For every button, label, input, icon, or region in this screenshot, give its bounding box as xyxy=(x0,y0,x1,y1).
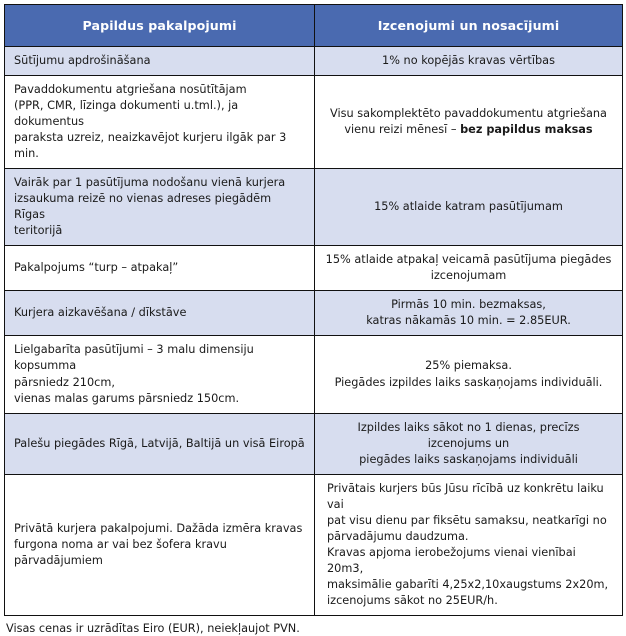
price-cell xyxy=(315,169,623,246)
header-row xyxy=(5,5,623,47)
table-row xyxy=(5,413,623,474)
service-cell xyxy=(5,336,315,413)
service-text-line: Palešu piegādes Rīgā, Latvijā, Baltijā un visā Eiropā xyxy=(14,436,305,450)
service-text-line: paraksta uzreiz, neaizkavējot kurjeru ilgāk par 3 min. xyxy=(14,131,287,161)
price-text-line: piegādes laiks saskaņojams individuāli xyxy=(359,452,578,466)
table-row xyxy=(5,169,623,246)
service-cell xyxy=(5,246,315,291)
price-text-line: Visu sakomplektēto pavaddokumentu atgriešana xyxy=(330,107,607,121)
column-header-services: Papildus pakalpojumi xyxy=(5,5,315,47)
price-text-line: Izpildes laiks sākot no 1 dienas, precīzs izcenojums un xyxy=(357,420,580,450)
price-text-line: 25% piemaksa. xyxy=(425,359,512,373)
service-cell xyxy=(5,474,315,615)
price-text-line: pārvadājumu daudzuma. xyxy=(327,529,469,543)
table-header xyxy=(5,5,623,47)
price-cell xyxy=(315,246,623,291)
price-text-line: vienu reizi mēnesī – bez papildus maksas xyxy=(344,123,593,137)
service-text-line: teritorijā xyxy=(14,224,63,238)
price-text-line: Kravas apjoma ierobežojums vienai vienībai 20m3, xyxy=(327,545,576,575)
service-text-line: Kurjera aizkavēšana / dīkstāve xyxy=(14,306,187,320)
service-text-line: pārsniedz 210cm, xyxy=(14,375,115,389)
table-row xyxy=(5,291,623,336)
service-text-line: (PPR, CMR, līzinga dokumenti u.tml.), ja dokumentus xyxy=(14,99,239,129)
table-row xyxy=(5,47,623,76)
price-cell xyxy=(315,413,623,474)
table-row xyxy=(5,336,623,413)
service-text-line: vienas malas garums pārsniedz 150cm. xyxy=(14,391,240,405)
price-text-line: Pirmās 10 min. bezmaksas, xyxy=(391,298,546,312)
service-cell xyxy=(5,291,315,336)
price-cell xyxy=(315,47,623,76)
price-text-line: Privātais kurjers būs Jūsu rīcībā uz konkrētu laiku vai xyxy=(327,481,604,511)
column-header-prices: Izcenojumi un nosacījumi xyxy=(315,5,623,47)
price-text-line: Piegādes izpildes laiks saskaņojams individuāli. xyxy=(334,375,603,389)
price-text-line: 15% atlaide katram pasūtījumam xyxy=(374,200,563,214)
price-text-line: maksimālie gabarīti 4,25x2,10xaugstums 2x20m, xyxy=(327,577,609,591)
price-text-line: izcenojumam xyxy=(430,269,507,283)
table-body xyxy=(5,47,623,616)
price-text-line: katras nākamās 10 min. = 2.85EUR. xyxy=(366,314,571,328)
additional-services-pricing-table xyxy=(4,4,623,616)
table-row xyxy=(5,474,623,615)
service-text-line: Sūtījumu apdrošināšana xyxy=(14,54,151,67)
service-text-line: Lielgabarīta pasūtījumi – 3 malu dimensiju kopsumma xyxy=(14,343,254,373)
service-text-line: Vairāk par 1 pasūtījuma nodošanu vienā kurjera xyxy=(14,176,286,190)
service-cell xyxy=(5,47,315,76)
service-cell xyxy=(5,413,315,474)
price-emphasis: bez papildus maksas xyxy=(460,123,593,137)
service-text-line: Privātā kurjera pakalpojumi. Dažāda izmēra kravas xyxy=(14,521,303,535)
price-cell xyxy=(315,76,623,169)
table-row xyxy=(5,246,623,291)
price-cell xyxy=(315,474,623,615)
service-cell xyxy=(5,169,315,246)
service-text-line: furgona noma ar vai bez šofera kravu pārvadājumiem xyxy=(14,537,227,567)
price-text-line: 15% atlaide atpakaļ veicamā pasūtījuma piegādes xyxy=(325,253,612,267)
service-text-line: izsaukuma reizē no vienas adreses piegādēm Rīgas xyxy=(14,192,272,222)
table-row xyxy=(5,76,623,169)
price-text-line: 1% no kopējās kravas vērtības xyxy=(382,54,555,67)
vat-footnote: Visas cenas ir uzrādītas Eiro (EUR), neiekļaujot PVN. xyxy=(6,621,300,635)
service-cell xyxy=(5,76,315,169)
price-cell xyxy=(315,291,623,336)
price-cell xyxy=(315,336,623,413)
service-text-line: Pavaddokumentu atgriešana nosūtītājam xyxy=(14,83,247,97)
price-text-line: pat visu dienu par fiksētu samaksu, neatkarīgi no xyxy=(327,513,607,527)
service-text-line: Pakalpojums “turp – atpakaļ” xyxy=(14,261,179,275)
price-text-line: izcenojums sākot no 25EUR/h. xyxy=(327,593,498,607)
